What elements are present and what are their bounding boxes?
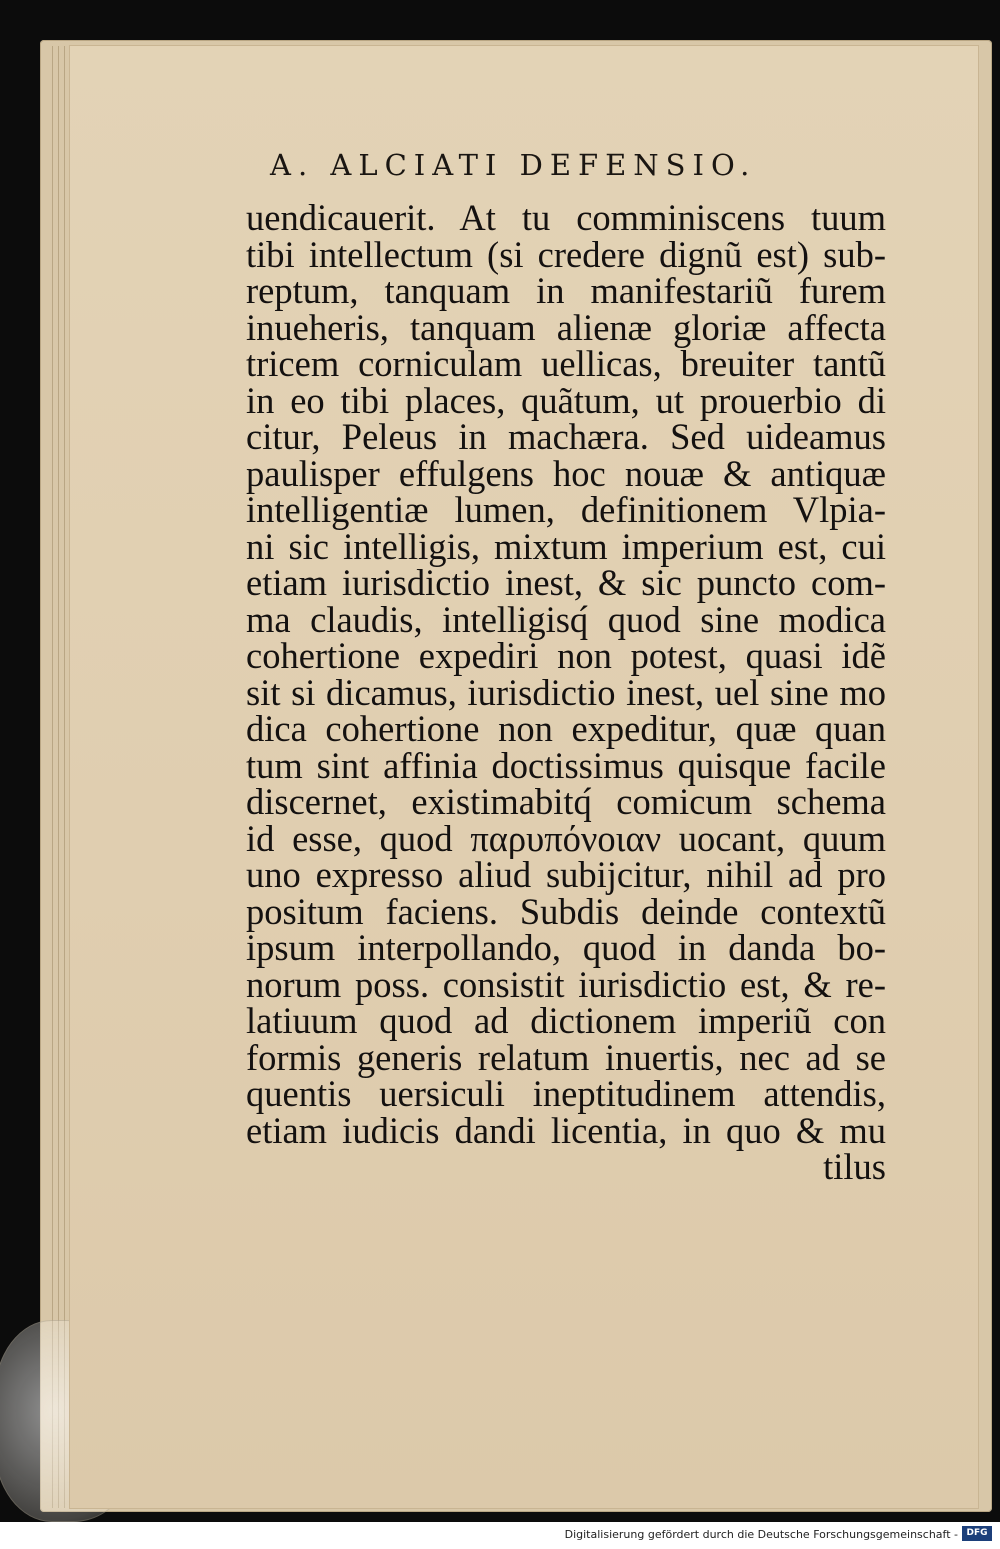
- body-text: [246, 197, 886, 1187]
- text-line: tum sint affinia doctissimus quisque facile: [246, 744, 886, 786]
- running-head: A. ALCIATI DEFENSIO.: [270, 148, 757, 182]
- text-line: cohertione expediri non potest, quasi idẽ: [246, 635, 886, 676]
- text-line: ma claudis, intelligisq́ quod sine modica: [246, 598, 886, 640]
- text-line: dica cohertione non expeditur, quæ quan: [246, 708, 886, 749]
- page-edge: [58, 46, 59, 1508]
- text-line: intelligentiæ lumen, definitionem Vlpia-: [246, 489, 886, 530]
- text-line: etiam iurisdictio inest, & sic puncto com-: [246, 562, 886, 603]
- text-line: etiam iudicis dandi licentia, in quo & mu: [246, 1109, 886, 1151]
- text-line: positum faciens. Subdis deinde contextũ: [246, 890, 886, 932]
- page-edge: [52, 46, 53, 1508]
- text-line: paulisper effulgens hoc nouæ & antiquæ: [246, 452, 886, 494]
- text-line: latiuum quod ad dictionem imperiũ con: [246, 1000, 886, 1041]
- text-line: in eo tibi places, quãtum, ut prouerbio di: [246, 379, 886, 421]
- text-line: inueheris, tanquam alienæ gloriæ affecta: [246, 306, 886, 348]
- text-line: reptum, tanquam in manifestariũ furem: [246, 270, 886, 311]
- text-line: tibi intellectum (si credere dignũ est) sub-: [246, 233, 886, 275]
- page-edge: [64, 46, 65, 1508]
- text-line: norum poss. consistit iurisdictio est, & re-: [246, 963, 886, 1005]
- text-line: ipsum interpollando, quod in danda bo-: [246, 927, 886, 968]
- text-line: sit si dicamus, iurisdictio inest, uel sine mo: [246, 671, 886, 713]
- text-line: id esse, quod παρυπόνοιαν uocant, quum: [246, 817, 886, 859]
- text-line: uno expresso aliud subijcitur, nihil ad pro: [246, 854, 886, 895]
- text-line: ni sic intelligis, mixtum imperium est, cui: [246, 525, 886, 567]
- text-line: discernet, existimabitq́ comicum schema: [246, 781, 886, 822]
- catchword: tilus: [823, 1146, 886, 1187]
- dfg-logo: DFG: [962, 1526, 992, 1541]
- text-line: tricem corniculam uellicas, breuiter tantũ: [246, 343, 886, 384]
- text-line: formis generis relatum inuertis, nec ad se: [246, 1036, 886, 1078]
- text-line: quentis uersiculi ineptitudinem attendis,: [246, 1073, 886, 1114]
- footer-credit: Digitalisierung gefördert durch die Deutsche Forschungsgemeinschaft -: [564, 1528, 958, 1541]
- text-line: citur, Peleus in machæra. Sed uideamus: [246, 416, 886, 457]
- footer-bar: [0, 1522, 1000, 1549]
- text-line: uendicauerit. At tu comminiscens tuum: [246, 197, 886, 238]
